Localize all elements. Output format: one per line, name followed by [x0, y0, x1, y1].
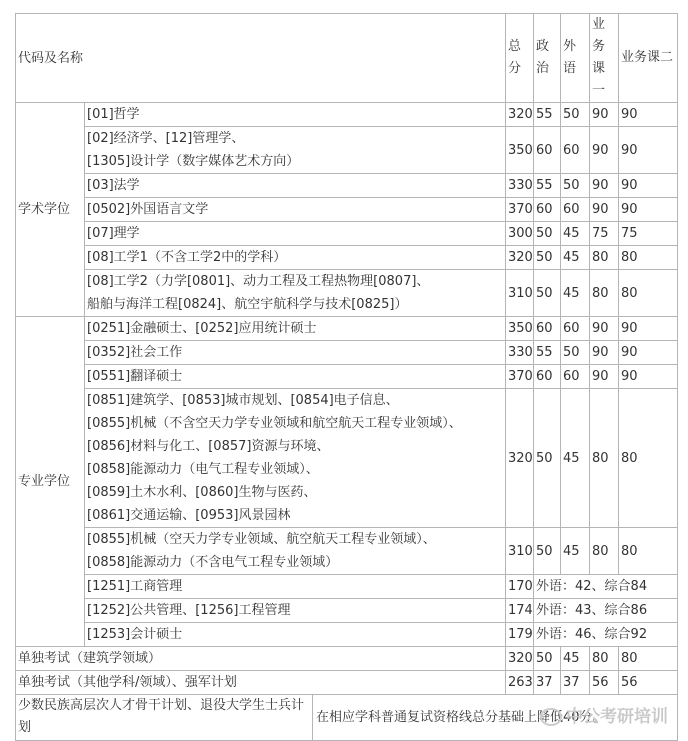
table-row	[16, 103, 678, 127]
score-politics: 50	[534, 270, 561, 317]
score-course1: 56	[590, 671, 619, 695]
program-name	[85, 127, 506, 174]
table-row	[16, 623, 678, 647]
score-politics: 50	[534, 246, 561, 270]
score-language: 45	[561, 528, 590, 575]
score-total: 330	[506, 174, 534, 198]
score-language: 45	[561, 222, 590, 246]
score-language: 45	[561, 246, 590, 270]
score-detail: 外语：43、综合86	[534, 599, 678, 623]
watermark-text: 中公考研培训	[566, 707, 668, 727]
program-name-line: [0551]翻译硕士	[87, 369, 183, 384]
program-name-line: [08]工学1（不含工学2中的学科）	[87, 250, 287, 265]
score-total: 179	[506, 623, 534, 647]
score-language: 60	[561, 198, 590, 222]
program-name	[85, 341, 506, 365]
program-name	[85, 246, 506, 270]
program-name-line: [0858]能源动力（不含电气工程专业领域）	[87, 555, 339, 570]
score-course1: 80	[590, 246, 619, 270]
score-politics: 60	[534, 317, 561, 341]
score-politics: 55	[534, 174, 561, 198]
header-row	[16, 14, 678, 103]
program-name	[85, 317, 506, 341]
score-table	[15, 13, 678, 741]
program-name: [1251]工商管理	[85, 575, 506, 599]
score-course2: 80	[619, 246, 678, 270]
score-course2: 90	[619, 317, 678, 341]
score-course2: 56	[619, 671, 678, 695]
header-course2: 业务课二	[619, 14, 678, 103]
table-row	[16, 671, 678, 695]
header-total: 总分	[506, 14, 534, 103]
score-total: 310	[506, 270, 534, 317]
score-course2: 90	[619, 103, 678, 127]
table-row	[16, 222, 678, 246]
weibo-icon	[540, 708, 562, 726]
table-row	[16, 528, 678, 575]
table-row	[16, 127, 678, 174]
table-row	[16, 270, 678, 317]
score-language: 50	[561, 103, 590, 127]
score-course2: 75	[619, 222, 678, 246]
program-name-line: [01]哲学	[87, 107, 140, 122]
program-name-line: [07]理学	[87, 226, 140, 241]
special-name: 单独考试（建筑学领域）	[16, 647, 506, 671]
program-name	[85, 103, 506, 127]
score-course2: 90	[619, 127, 678, 174]
score-course2: 90	[619, 198, 678, 222]
score-politics: 60	[534, 365, 561, 389]
score-total: 350	[506, 127, 534, 174]
program-name	[85, 389, 506, 528]
score-course2: 80	[619, 389, 678, 528]
watermark	[540, 702, 668, 727]
score-politics: 50	[534, 528, 561, 575]
score-total: 370	[506, 198, 534, 222]
program-name-line: [1305]设计学（数字媒体艺术方向）	[87, 154, 300, 169]
score-language: 60	[561, 317, 590, 341]
header-course1: 业务课一	[590, 14, 619, 103]
table-row	[16, 341, 678, 365]
score-language: 45	[561, 270, 590, 317]
program-name-line: [0352]社会工作	[87, 345, 183, 360]
score-total: 263	[506, 671, 534, 695]
program-name-line: [0502]外国语言文学	[87, 202, 209, 217]
score-course1: 90	[590, 341, 619, 365]
score-language: 45	[561, 389, 590, 528]
score-politics: 37	[534, 671, 561, 695]
program-name-line: [0861]交通运输、[0953]风景园林	[87, 508, 291, 523]
program-name: [1252]公共管理、[1256]工程管理	[85, 599, 506, 623]
program-name-line: [02]经济学、[12]管理学、	[87, 131, 245, 146]
score-detail: 外语：46、综合92	[534, 623, 678, 647]
program-name-line: [0859]土木水利、[0860]生物与医药、	[87, 485, 317, 500]
score-total: 320	[506, 103, 534, 127]
score-politics: 55	[534, 341, 561, 365]
score-course2: 80	[619, 270, 678, 317]
program-name	[85, 198, 506, 222]
score-detail: 外语：42、综合84	[534, 575, 678, 599]
score-politics: 50	[534, 222, 561, 246]
score-total: 170	[506, 575, 534, 599]
score-total: 330	[506, 341, 534, 365]
score-course1: 80	[590, 389, 619, 528]
program-name	[85, 222, 506, 246]
table-row	[16, 198, 678, 222]
score-language: 50	[561, 174, 590, 198]
program-name	[85, 270, 506, 317]
program-name	[85, 174, 506, 198]
score-course2: 90	[619, 341, 678, 365]
score-course1: 90	[590, 127, 619, 174]
score-total: 300	[506, 222, 534, 246]
special-name: 单独考试（其他学科/领域）、强军计划	[16, 671, 506, 695]
score-course1: 90	[590, 103, 619, 127]
table-row	[16, 575, 678, 599]
score-course1: 80	[590, 528, 619, 575]
score-total: 320	[506, 647, 534, 671]
score-total: 320	[506, 389, 534, 528]
program-name-line: [03]法学	[87, 178, 140, 193]
score-course1: 90	[590, 174, 619, 198]
score-language: 60	[561, 127, 590, 174]
program-name-line: [0855]机械（不含空天力学专业领域和航空航天工程专业领域）、	[87, 416, 462, 431]
score-course1: 75	[590, 222, 619, 246]
table-row	[16, 647, 678, 671]
score-total: 174	[506, 599, 534, 623]
table-row	[16, 389, 678, 528]
group-label: 学术学位	[16, 103, 85, 317]
score-course1: 90	[590, 317, 619, 341]
score-course1: 90	[590, 365, 619, 389]
table-row	[16, 246, 678, 270]
program-name: [1253]会计硕士	[85, 623, 506, 647]
program-name-line: 船舶与海洋工程[0824]、航空宇航科学与技术[0825]）	[87, 297, 408, 312]
score-total: 320	[506, 246, 534, 270]
score-language: 37	[561, 671, 590, 695]
table-row	[16, 174, 678, 198]
score-course1: 80	[590, 270, 619, 317]
program-name-line: [0856]材料与化工、[0857]资源与环境、	[87, 439, 330, 454]
score-politics: 60	[534, 127, 561, 174]
score-politics: 60	[534, 198, 561, 222]
header-name: 代码及名称	[16, 14, 506, 103]
score-total: 310	[506, 528, 534, 575]
program-name-line: [0251]金融硕士、[0252]应用统计硕士	[87, 321, 317, 336]
header-politics: 政治	[534, 14, 561, 103]
program-name-line: [0858]能源动力（电气工程专业领域）、	[87, 462, 319, 477]
header-language: 外语	[561, 14, 590, 103]
score-language: 60	[561, 365, 590, 389]
score-total: 370	[506, 365, 534, 389]
table-row	[16, 365, 678, 389]
score-course1: 80	[590, 647, 619, 671]
program-name	[85, 528, 506, 575]
score-course1: 90	[590, 198, 619, 222]
table-row	[16, 317, 678, 341]
table-row	[16, 599, 678, 623]
score-course2: 80	[619, 528, 678, 575]
score-language: 50	[561, 341, 590, 365]
score-politics: 55	[534, 103, 561, 127]
score-politics: 50	[534, 647, 561, 671]
score-politics: 50	[534, 389, 561, 528]
score-language: 45	[561, 647, 590, 671]
score-course2: 80	[619, 647, 678, 671]
minority-plan-label: 少数民族高层次人才骨干计划、退役大学生士兵计划	[16, 695, 313, 740]
group-label: 专业学位	[16, 317, 85, 647]
program-name	[85, 365, 506, 389]
program-name-line: [0851]建筑学、[0853]城市规划、[0854]电子信息、	[87, 393, 399, 408]
score-course2: 90	[619, 174, 678, 198]
program-name-line: [0855]机械（空天力学专业领域、航空航天工程专业领域）、	[87, 532, 436, 547]
score-course2: 90	[619, 365, 678, 389]
program-name-line: [08]工学2（力学[0801]、动力工程及工程热物理[0807]、	[87, 274, 430, 289]
score-total: 350	[506, 317, 534, 341]
minority-plan-note: 在相应学科普通复试资格线总分基础上降低40分。	[316, 710, 606, 725]
